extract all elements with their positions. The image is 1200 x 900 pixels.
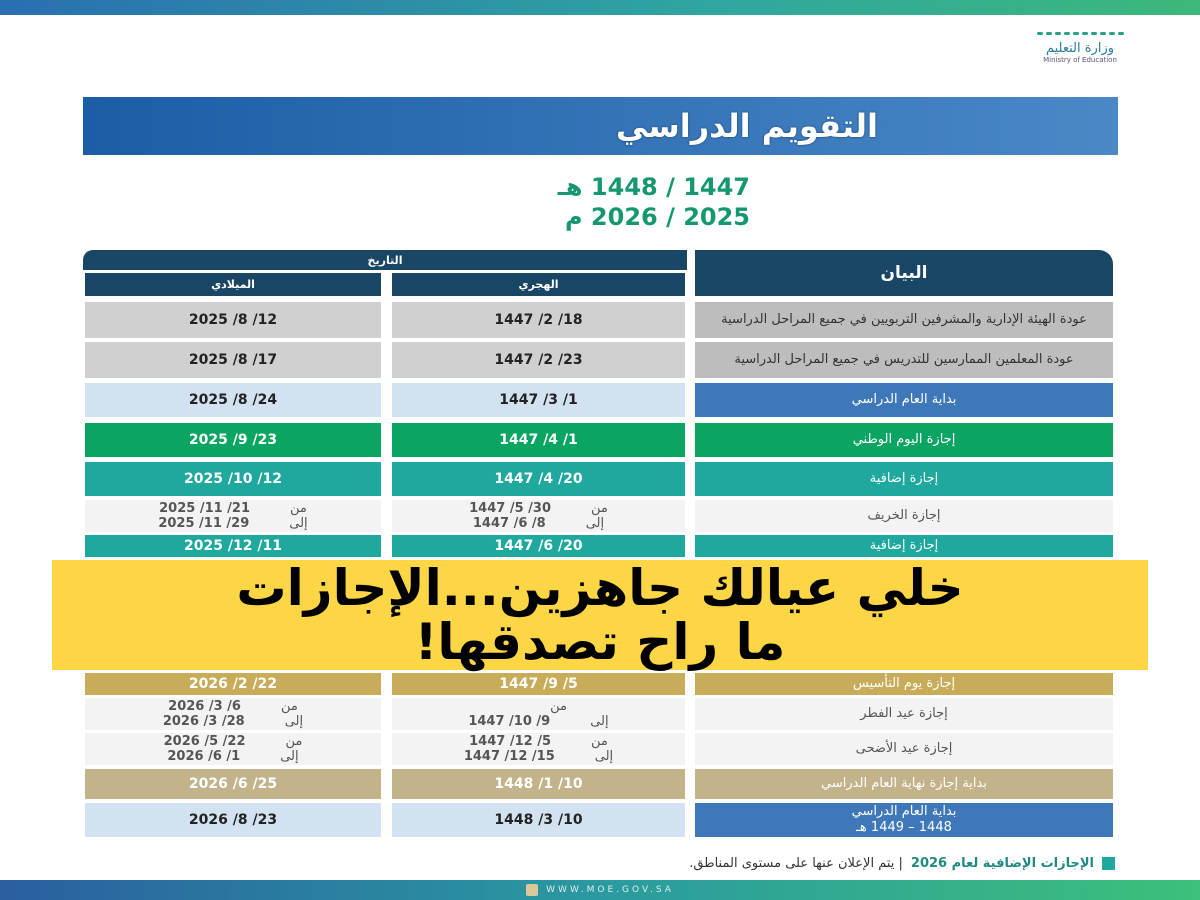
row-statement-text: إجازة يوم التأسيس (852, 676, 956, 691)
row-statement-text: إجازة عيد الفطر (860, 706, 948, 721)
row-gregorian-date (85, 733, 381, 765)
row-hijri-date: 1447 /9 /5 (392, 673, 685, 695)
logo-english-text: Ministry of Education (1043, 56, 1117, 64)
from-label: من (290, 501, 307, 516)
row-statement-text: إجازة اليوم الوطني (852, 432, 956, 447)
row-hijri-date: 1447 /4 /20 (392, 462, 685, 496)
row-statement-text: إجازة الخريف (867, 508, 941, 523)
row-statement-text: إجازة عيد الأضحى (855, 741, 953, 756)
to-label: إلى (590, 714, 609, 729)
row-statement (695, 462, 1113, 496)
footer-url[interactable]: WWW.MOE.GOV.SA (546, 885, 674, 895)
row-gregorian-date: 2026 /6 /25 (85, 769, 381, 799)
to-label: إلى (280, 749, 299, 764)
row-gregorian-date: 2025 /10 /12 (85, 462, 381, 496)
row-statement (695, 769, 1113, 799)
footer-bar (0, 880, 1200, 900)
header-hijri: الهجري (392, 273, 685, 296)
hijri-from-date: 1447 /12 /5 (469, 734, 551, 749)
row-statement (695, 302, 1113, 338)
from-label: من (285, 734, 303, 749)
hijri-to-date: 1447 /12 /15 (463, 749, 555, 764)
row-statement (695, 383, 1113, 417)
row-hijri-date (392, 733, 685, 765)
footnote (460, 856, 1115, 871)
row-gregorian-date (85, 698, 381, 730)
from-label: من (550, 699, 567, 714)
row-gregorian-date: 2025 /8 /24 (85, 383, 381, 417)
logo-arabic-text: وزارة التعليم (1045, 41, 1115, 56)
row-gregorian-date: 2025 /9 /23 (85, 423, 381, 457)
row-hijri-date: 1447 /2 /23 (392, 342, 685, 378)
row-hijri-date: 1447 /2 /18 (392, 302, 685, 338)
row-gregorian-date: 2025 /8 /17 (85, 342, 381, 378)
gregorian-to-date: 2026 /6 /1 (167, 749, 241, 764)
row-hijri-date (392, 698, 685, 730)
row-gregorian-date: 2025 /12 /11 (85, 535, 381, 557)
top-gradient-bar (0, 0, 1200, 15)
row-statement-text: عودة المعلمين الممارسين للتدريس في جميع المراحل الدراسية (734, 352, 1074, 367)
row-hijri-date: 1447 /4 /1 (392, 423, 685, 457)
to-label: إلى (289, 516, 308, 531)
gregorian-to-date: 2026 /3 /28 (162, 714, 245, 729)
header-statement: البيان (695, 250, 1113, 296)
row-statement-text: بداية العام الدراسي (851, 392, 957, 407)
from-label: من (591, 501, 608, 516)
page-title: التقويم الدراسي (83, 97, 1118, 155)
footnote-text: | يتم الإعلان عنها على مستوى المناطق. (689, 856, 903, 871)
row-gregorian-date (85, 500, 381, 532)
promo-overlay (52, 560, 1148, 670)
row-statement (695, 535, 1113, 557)
gregorian-from-date: 2026 /3 /6 (168, 699, 241, 714)
row-gregorian-date: 2026 /2 /22 (85, 673, 381, 695)
row-statement (695, 698, 1113, 730)
footnote-bold: الإجازات الإضافية لعام 2026 (910, 856, 1094, 871)
header-date: التاريخ (83, 250, 687, 270)
to-label: إلى (594, 749, 614, 764)
row-statement-text: بداية العام الدراسي (851, 804, 957, 819)
row-gregorian-date: 2026 /8 /23 (85, 803, 381, 837)
globe-icon (526, 884, 538, 896)
hijri-to-date: 1447 /6 /8 (472, 516, 546, 531)
from-label: من (591, 734, 608, 749)
row-statement-years: 1448 – 1449 هـ (856, 820, 952, 835)
row-hijri-date (392, 500, 685, 532)
hijri-from-date: 1447 /5 /30 (469, 501, 551, 516)
header-gregorian: الميلادي (85, 273, 381, 296)
row-statement-text: بداية إجازة نهاية العام الدراسي (821, 776, 987, 791)
to-label: إلى (284, 714, 304, 729)
row-gregorian-date: 2025 /8 /12 (85, 302, 381, 338)
row-statement-text: عودة الهيئة الإدارية والمشرفين التربويين في جميع المراحل الدراسية (721, 312, 1087, 327)
to-label: إلى (585, 516, 605, 531)
row-statement (695, 673, 1113, 695)
hijri-years: 1447 / 1448 هـ (557, 173, 750, 201)
row-statement (695, 500, 1113, 532)
row-statement-text: إجازة إضافية (869, 538, 939, 553)
academic-years (440, 172, 750, 232)
overlay-line-2: ما راح تصدقها! (414, 613, 786, 671)
row-statement (695, 342, 1113, 378)
hijri-to-date: 1447 /10 /9 (468, 714, 551, 729)
row-hijri-date: 1448 /1 /10 (392, 769, 685, 799)
teal-legend-square (1102, 857, 1115, 870)
row-hijri-date: 1447 /6 /20 (392, 535, 685, 557)
gregorian-years: 2025 / 2026 م (564, 203, 750, 231)
row-statement-text: إجازة إضافية (869, 471, 939, 486)
row-hijri-date: 1448 /3 /10 (392, 803, 685, 837)
from-label: من (280, 699, 298, 714)
row-statement (695, 803, 1113, 837)
row-hijri-date: 1447 /3 /1 (392, 383, 685, 417)
row-statement (695, 733, 1113, 765)
gregorian-from-date: 2025 /11 /21 (159, 501, 251, 516)
gregorian-to-date: 2025 /11 /29 (158, 516, 250, 531)
ministry-logo (1005, 32, 1155, 64)
gregorian-from-date: 2026 /5 /22 (163, 734, 246, 749)
overlay-line-1: خلي عيالك جاهزين...الإجازات (236, 559, 964, 617)
row-statement (695, 423, 1113, 457)
